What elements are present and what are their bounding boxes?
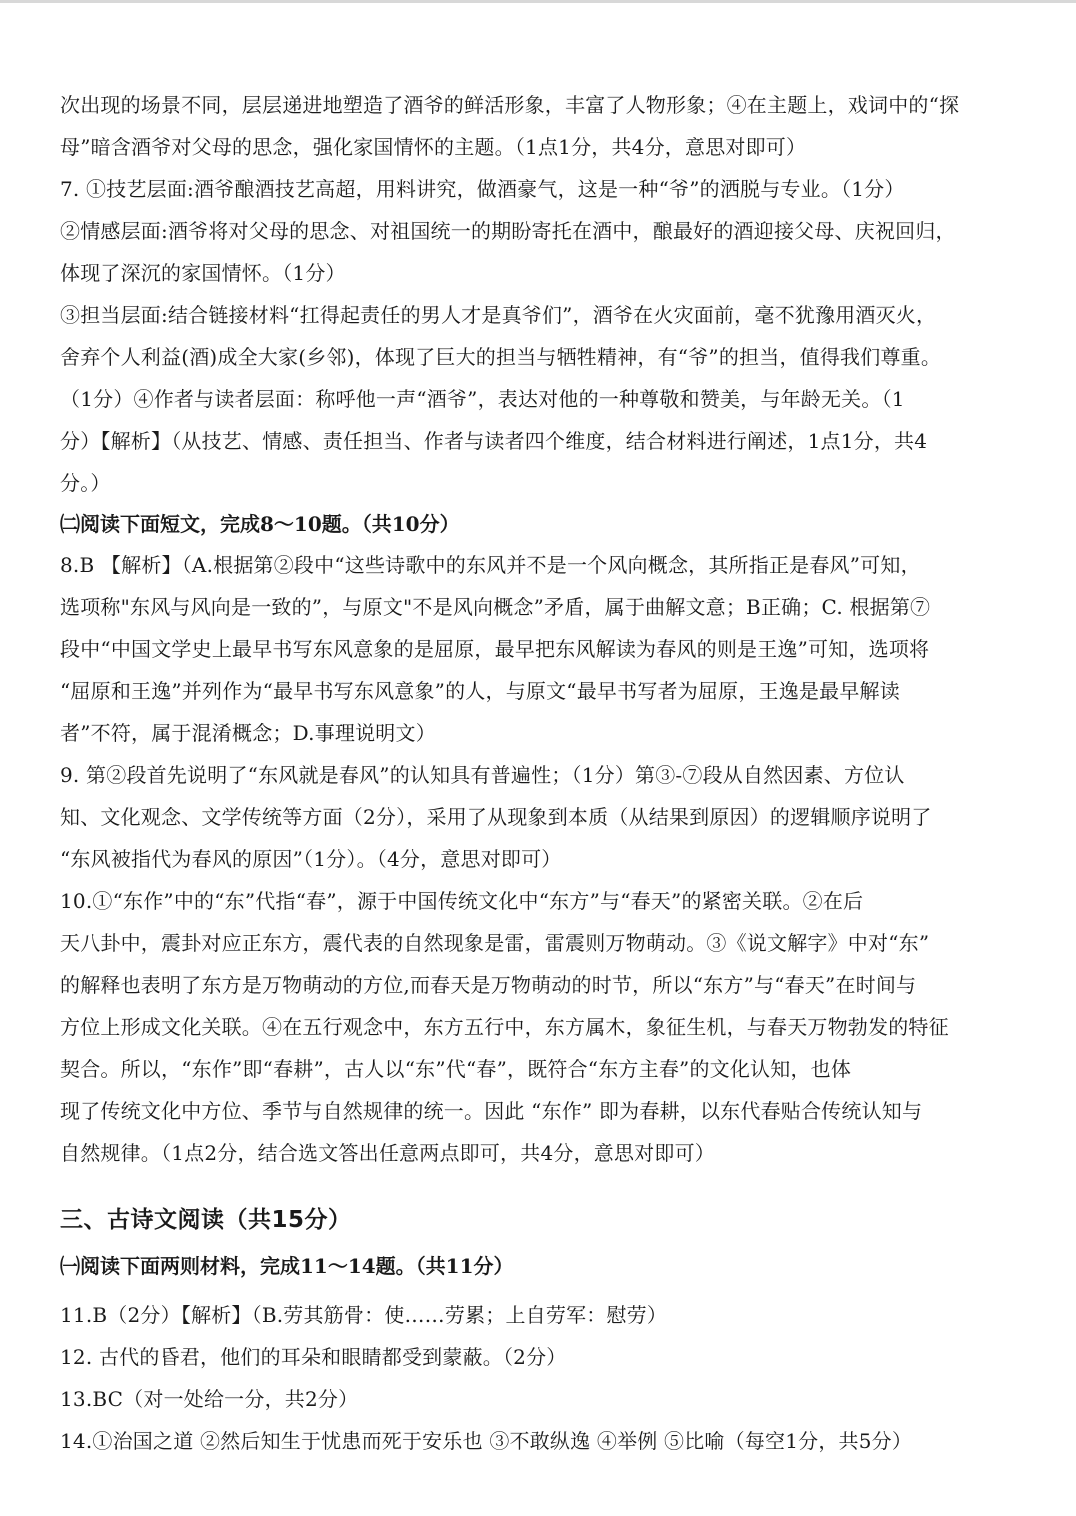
text-line: 次出现的场景不同，层层递进地塑造了酒爷的鲜活形象，丰富了人物形象；④在主题上，戏词中的“探 bbox=[60, 93, 960, 117]
text-line: 天八卦中，震卦对应正东方，震代表的自然现象是雷，雷震则万物萌动。③《说文解字》中对“东” bbox=[60, 931, 930, 955]
text-line: 现了传统文化中方位、季节与自然规律的统一。因此 “东作” 即为春耕，以东代春贴合传统认知与 bbox=[60, 1099, 923, 1123]
top-border bbox=[0, 0, 1076, 3]
text-line: 知、文化观念、文学传统等方面（2分），采用了从现象到本质（从结果到原因）的逻辑顺序说明了 bbox=[60, 805, 932, 829]
text-line: 选项称"东风与风向是一致的”，与原文"不是风向概念”矛盾，属于曲解文意；B正确；C. 根据第⑦ bbox=[60, 595, 931, 619]
text-line: 12. 古代的昏君，他们的耳朵和眼睛都受到蒙蔽。（2分） bbox=[60, 1345, 567, 1369]
text-line: “屈原和王逸”并列作为“最早书写东风意象”的人，与原文“最早书写者为屈原，王逸是最早解读 bbox=[60, 679, 900, 703]
text-line: 母”暗含酒爷对父母的思念，强化家国情怀的主题。（1点1分，共4分，意思对即可） bbox=[60, 135, 807, 159]
text-line: 9. 第②段首先说明了“东风就是春风”的认知具有普遍性；（1分）第③-⑦段从自然因素、方位认 bbox=[60, 763, 905, 787]
text-line: 8.B 【解析】（A.根据第②段中“这些诗歌中的东风并不是一个风向概念，其所指正是春风”可知， bbox=[60, 553, 921, 577]
section-heading: 三、古诗文阅读（共15分） bbox=[60, 1207, 352, 1233]
text-line: 分）【解析】（从技艺、情感、责任担当、作者与读者四个维度，结合材料进行阐述，1点1分，共4 bbox=[60, 429, 928, 453]
text-line: 自然规律。（1点2分，结合选文答出任意两点即可，共4分，意思对即可） bbox=[60, 1141, 715, 1165]
text-line: 体现了深沉的家国情怀。（1分） bbox=[60, 261, 346, 285]
text-line: （1分）④作者与读者层面：称呼他一声“酒爷”，表达对他的一种尊敬和赞美，与年龄无关。（1 bbox=[60, 387, 905, 411]
subsection-heading: ㈡阅读下面短文，完成8～10题。（共10分） bbox=[60, 512, 460, 536]
text-line: 的解释也表明了东方是万物萌动的方位,而春天是万物萌动的时节，所以“东方”与“春天”在时间与 bbox=[60, 973, 917, 997]
text-line: 10.①“东作”中的“东”代指“春”，源于中国传统文化中“东方”与“春天”的紧密关联。②在后 bbox=[60, 889, 864, 913]
text-line: 段中“中国文学史上最早书写东风意象的是屈原，最早把东风解读为春风的则是王逸”可知，选项将 bbox=[60, 637, 930, 661]
text-line: 者”不符，属于混淆概念；D.事理说明文） bbox=[60, 721, 436, 745]
spacer bbox=[60, 1286, 1022, 1294]
text-line: 14.①治国之道 ②然后知生于忧患而死于安乐也 ③不敢纵逸 ④举例 ⑤比喻（每空1分，共5分） bbox=[60, 1429, 913, 1453]
subsection-heading: ㈠阅读下面两则材料，完成11～14题。（共11分） bbox=[60, 1254, 514, 1278]
text-line: “东风被指代为春风的原因”（1分）。（4分，意思对即可） bbox=[60, 847, 562, 871]
text-line: 契合。所以，“东作”即“春耕”，古人以“东”代“春”，既符合“东方主春”的文化认知，也体 bbox=[60, 1057, 852, 1081]
text-line: ③担当层面:结合链接材料“扛得起责任的男人才是真爷们”，酒爷在火灾面前，毫不犹豫用酒灭火， bbox=[60, 303, 937, 327]
text-line: 11.B（2分）【解析】（B.劳其筋骨：使……劳累；上自劳军：慰劳） bbox=[60, 1303, 668, 1327]
text-line: 13.BC（对一处给一分，共2分） bbox=[60, 1387, 359, 1411]
text-line: ②情感层面:酒爷将对父母的思念、对祖国统一的期盼寄托在酒中，酿最好的酒迎接父母、庆祝回归， bbox=[60, 219, 956, 243]
text-line: 方位上形成文化关联。④在五行观念中，东方五行中，东方属木，象征生机，与春天万物勃发的特征 bbox=[60, 1015, 949, 1039]
text-line: 舍弃个人利益(酒)成全大家(乡邻)，体现了巨大的担当与牺牲精神，有“爷”的担当，值得我们尊重。 bbox=[60, 345, 942, 369]
answer-key-page bbox=[60, 84, 1022, 1462]
text-line: 7. ①技艺层面:酒爷酿酒技艺高超，用料讲究，做酒豪气，这是一种“爷”的洒脱与专业。（1分） bbox=[60, 177, 905, 201]
text-line: 分。） bbox=[60, 471, 111, 495]
